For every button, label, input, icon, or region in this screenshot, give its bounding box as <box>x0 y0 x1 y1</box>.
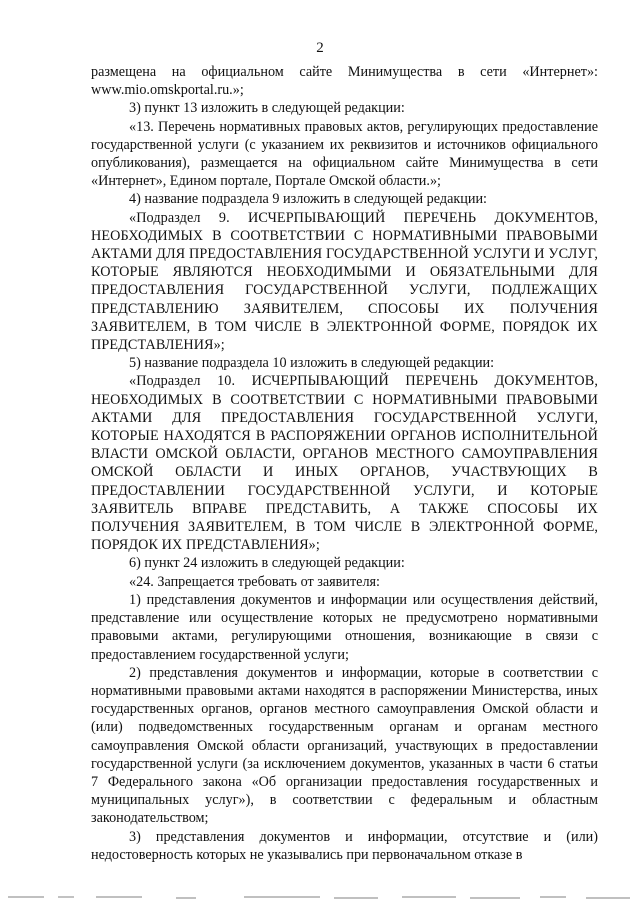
paragraph: 1) представления документов и информации или осуществления действий, представление или осуществление которых не предусмотрено нормативными правовыми актами, регулирующими отношения, возникающие в связи с предоставлением государственной услуги; <box>91 591 598 663</box>
document-body <box>91 63 598 864</box>
page-number: 2 <box>316 40 324 56</box>
paragraph: «13. Перечень нормативных правовых актов, регулирующих предоставление государственной услуги (с указанием их реквизитов и источников официального опубликования), размещается на официальном сайте Минимущества в сети «Интернет», Едином портале, Портале Омской области.»; <box>91 118 598 190</box>
paragraph: «Подраздел 10. ИСЧЕРПЫВАЮЩИЙ ПЕРЕЧЕНЬ ДОКУМЕНТОВ, НЕОБХОДИМЫХ В СООТВЕТСТВИИ С НОРМАТИВНЫМИ ПРАВОВЫМИ АКТАМИ ДЛЯ ПРЕДОСТАВЛЕНИЯ ГОСУДАРСТВЕННОЙ УСЛУГИ, КОТОРЫЕ НАХОДЯТСЯ В РАСПОРЯЖЕНИИ ОРГАНОВ ИСПОЛНИТЕЛЬНОЙ ВЛАСТИ ОМСКОЙ ОБЛАСТИ, ОРГАНОВ МЕСТНОГО САМОУПРАВЛЕНИЯ ОМСКОЙ ОБЛАСТИ И ИНЫХ ОРГАНОВ, УЧАСТВУЮЩИХ В ПРЕДОСТАВЛЕНИИ ГОСУДАРСТВЕННОЙ УСЛУГИ, И КОТОРЫЕ ЗАЯВИТЕЛЬ ВПРАВЕ ПРЕДСТАВИТЬ, А ТАКЖЕ СПОСОБЫ ИХ ПОЛУЧЕНИЯ ЗАЯВИТЕЛЕМ, В ТОМ ЧИСЛЕ В ЭЛЕКТРОННОЙ ФОРМЕ, ПОРЯДОК ИХ ПРЕДСТАВЛЕНИЯ»; <box>91 373 598 554</box>
paragraph: 6) пункт 24 изложить в следующей редакции: <box>129 555 405 572</box>
paragraph: 2) представления документов и информации, которые в соответствии с нормативными правовыми актами находятся в распоряжении Министерства, иных государственных органов, органов местного самоуправления Омской области и (или) подведомственных государственным органам и органам местного самоуправления Омской области организаций, участвующих в предоставлении государственной услуги (за исключением документов, указанных в части 6 статьи 7 Федерального закона «Об организации предоставления государственных и муниципальных услуг»), в соответствии с федеральным и областным законодательством; <box>91 664 598 827</box>
paragraph: «Подраздел 9. ИСЧЕРПЫВАЮЩИЙ ПЕРЕЧЕНЬ ДОКУМЕНТОВ, НЕОБХОДИМЫХ В СООТВЕТСТВИИ С НОРМАТИВНЫМИ ПРАВОВЫМИ АКТАМИ ДЛЯ ПРЕДОСТАВЛЕНИЯ ГОСУДАРСТВЕННОЙ УСЛУГИ И УСЛУГ, КОТОРЫЕ ЯВЛЯЮТСЯ НЕОБХОДИМЫМИ И ОБЯЗАТЕЛЬНЫМИ ДЛЯ ПРЕДОСТАВЛЕНИЯ ГОСУДАРСТВЕННОЙ УСЛУГИ, ПОДЛЕЖАЩИХ ПРЕДСТАВЛЕНИЮ ЗАЯВИТЕЛЕМ, СПОСОБЫ ИХ ПОЛУЧЕНИЯ ЗАЯВИТЕЛЕМ, В ТОМ ЧИСЛЕ В ЭЛЕКТРОННОЙ ФОРМЕ, ПОРЯДОК ИХ ПРЕДСТАВЛЕНИЯ»; <box>91 209 598 354</box>
paragraph: «24. Запрещается требовать от заявителя: <box>129 573 380 590</box>
paragraph: 3) пункт 13 изложить в следующей редакции: <box>129 100 405 117</box>
paragraph: размещена на официальном сайте Минимущества в сети «Интернет»: www.mio.omskportal.ru.»; <box>91 64 598 99</box>
paragraph: 4) название подраздела 9 изложить в следующей редакции: <box>129 191 487 208</box>
paragraph: 5) название подраздела 10 изложить в следующей редакции: <box>129 355 495 372</box>
scan-edge-marks <box>0 892 640 905</box>
paragraph: 3) представления документов и информации, отсутствие и (или) недостоверность которых не указывались при первоначальном отказе в <box>91 828 598 863</box>
